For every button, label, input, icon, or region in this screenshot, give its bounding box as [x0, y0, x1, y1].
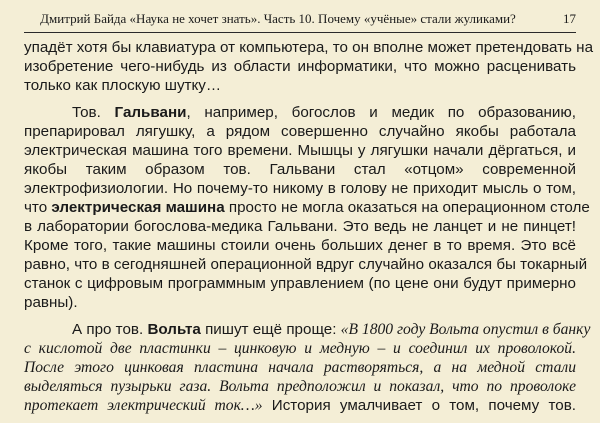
paragraph-gap [24, 312, 576, 320]
bold-term-electric-machine: электрическая машина [51, 199, 225, 216]
header-rule [24, 32, 576, 33]
text-run: Тов. [72, 104, 115, 121]
text-line [24, 320, 591, 339]
text-line: равно, что в сегодняшней операционной вдруг случайно оказался бы токарный [24, 256, 588, 273]
page-number: 17 [563, 11, 576, 26]
text-line: в лаборатории богослова-медика Гальвани. Это ведь не ланцет и не пинцет! [24, 218, 576, 235]
paragraph-3 [24, 320, 591, 415]
text-line [24, 198, 590, 217]
text-line: электрическая машина того времени. Мышцы у лягушки начали дёргаться, и [24, 142, 576, 159]
quote-line: После этого цинковая пластина начала растворяться, а на медной стали [24, 359, 576, 376]
paragraph-1 [24, 38, 594, 95]
text-run: просто не могла оказаться на операционном столе [224, 199, 590, 216]
text-line: упадёт хотя бы клавиатура от компьютера, то он вполне может претендовать на [24, 39, 594, 56]
quote-line: выделяться пузырьки газа. Вольта предположил и показал, что по проволоке [24, 378, 576, 395]
text-line: Кроме того, такие машины стоили очень больших денег в то время. Это всё [24, 237, 576, 254]
text-line: только как плоскую шутку… [24, 77, 222, 94]
text-line: изобретение чего-нибудь из области информатики, что можно расценивать [24, 58, 576, 75]
text-run: пишут ещё проще: [200, 321, 341, 338]
paragraph-2 [24, 103, 590, 312]
text-line: препарировал лягушку, а рядом совершенно случайно якобы работала [24, 123, 576, 140]
text-run: А про тов. [72, 321, 148, 338]
bold-term-galvani: Гальвани [114, 104, 187, 121]
text-run: , например, богослов и медик по образованию, [186, 104, 576, 121]
page-body [24, 38, 594, 415]
quote-line: с кислотой две пластинки – цинковую и медную – и соединил их проволокой. [24, 340, 576, 357]
text-line: электрофизиологии. Но почему-то никому в голову не приходит мысль о том, [24, 180, 576, 197]
bold-term-volta: Вольта [147, 321, 201, 338]
text-run: История умалчивает о том, почему тов. [262, 397, 576, 414]
running-header [28, 9, 576, 31]
text-line: станок с цифровым программным управлением (по цене они будут примерно [24, 275, 576, 292]
text-run: что [24, 199, 52, 216]
text-line: якобы таким образом тов. Гальвани стал «отцом» современной [24, 161, 576, 178]
text-line [24, 103, 576, 122]
quote-text: «В 1800 году Вольта опустил в банку [340, 321, 591, 338]
paragraph-gap [24, 95, 576, 103]
text-line: равны). [24, 294, 78, 311]
running-header-title: Дмитрий Байда «Наука не хочет знать». Часть 10. Почему «учёные» стали жуликами? [40, 11, 516, 26]
text-line [24, 396, 576, 415]
quote-text: протекает электрический ток…» [24, 397, 263, 414]
